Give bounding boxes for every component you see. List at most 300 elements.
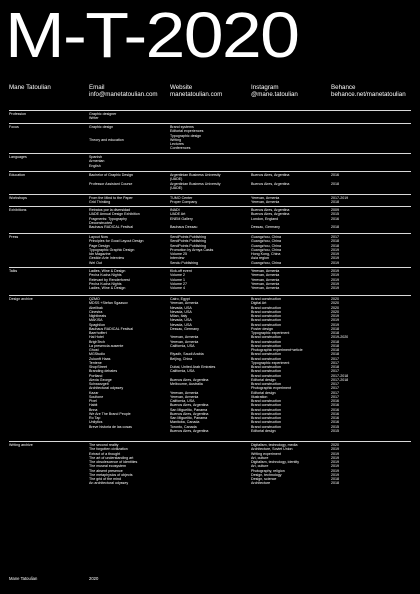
entry-text: 2018 bbox=[331, 225, 339, 229]
entry-text: Alexia George bbox=[89, 377, 112, 382]
section-divider bbox=[9, 153, 411, 154]
entry-text: Schwarzgelt bbox=[89, 382, 109, 386]
entry-text: Buenos Aires, Argentina bbox=[251, 173, 290, 177]
entry-text: Editorial design bbox=[251, 390, 276, 395]
column-c2 bbox=[89, 235, 144, 265]
column-c4 bbox=[251, 196, 279, 205]
entry-text: MAKISA bbox=[89, 318, 103, 323]
entry-text: Guangzhou, China bbox=[251, 247, 281, 252]
entry-text: The art of understanding art bbox=[89, 455, 134, 460]
entry-text: Yerevan, Armenia bbox=[170, 335, 199, 340]
entry-text: Cinestra bbox=[89, 309, 103, 314]
entry-text: Idn Magazine bbox=[89, 252, 111, 256]
entry-text: Nevada, USA bbox=[170, 322, 192, 327]
entry-text: Ladies, Wine & Design bbox=[89, 269, 126, 273]
entry-text: Spanish bbox=[89, 155, 102, 159]
entry-text: 2016 bbox=[331, 420, 339, 425]
entry-text: Photographic experiment bbox=[251, 386, 291, 391]
entry-text: Digitalism, technology, identity bbox=[251, 460, 300, 464]
entry-text: San Miguelito, Panama bbox=[170, 407, 208, 412]
entry-text: Dubai, United Arab Emirates bbox=[170, 365, 216, 369]
column-c3 bbox=[170, 269, 192, 290]
entry-text: Nevada, USA bbox=[170, 305, 192, 310]
entry-text: Brand construction bbox=[251, 305, 281, 310]
entry-text: 2020 bbox=[331, 301, 339, 306]
contact-website: Website manetatoulian.com bbox=[170, 84, 223, 98]
entry-text: Volume 1 bbox=[170, 277, 185, 282]
entry-text: Hai Hotel bbox=[89, 335, 104, 340]
entry-text: Brand construction bbox=[251, 369, 281, 374]
contact-behance: Behance behance.net/manetatoulian bbox=[331, 84, 406, 98]
entry-text: Brand construction bbox=[251, 424, 281, 429]
entry-text: Brand construction bbox=[251, 407, 281, 412]
entry-text: 2016 bbox=[331, 411, 339, 416]
column-c4 bbox=[251, 297, 303, 433]
entry-text: Bnna bbox=[89, 407, 98, 412]
entry-text: Graphic designer bbox=[89, 112, 117, 116]
entry-text: Riyadh, Saudi Arabia bbox=[170, 352, 204, 357]
section-label: Education bbox=[9, 173, 25, 177]
column-c5 bbox=[331, 297, 348, 433]
entry-text: 2017-2018 bbox=[331, 373, 349, 378]
entry-text: 2019 bbox=[331, 252, 339, 256]
entry-text: Extract of a thought bbox=[89, 451, 121, 456]
entry-text: Theory and education bbox=[89, 137, 124, 142]
entry-text: Volume 4 bbox=[170, 286, 185, 290]
entry-text: Dessau, Germany bbox=[170, 326, 199, 331]
entry-text: 2017-2019 bbox=[331, 196, 349, 200]
entry-text: UADE Art bbox=[170, 212, 186, 217]
entry-text: San Miguelito, Panama bbox=[170, 416, 208, 420]
entry-text: The absent presence bbox=[89, 468, 123, 473]
entry-text: Brand construction bbox=[251, 420, 281, 425]
entry-text: Sendu Publishing bbox=[170, 260, 198, 265]
entry-text: Pecha Kucha Nights bbox=[89, 281, 122, 286]
entry-text: The museal ecosystem bbox=[89, 464, 126, 469]
column-c3 bbox=[170, 297, 215, 433]
entry-text: An architectural odyssey bbox=[89, 481, 129, 486]
entry-text: QZMO bbox=[89, 297, 100, 301]
contact-name: Mane Tatoulian bbox=[9, 84, 51, 91]
entry-text: From the Mind to the Paper bbox=[89, 196, 133, 200]
entry-text: Kick-off event bbox=[170, 269, 192, 273]
entry-text: 2018 bbox=[331, 352, 339, 357]
column-c2 bbox=[89, 208, 140, 229]
section-label: Languages bbox=[9, 155, 27, 159]
section-divider bbox=[9, 441, 411, 442]
section-label: Design archive bbox=[9, 297, 33, 301]
section-divider bbox=[9, 194, 411, 195]
entry-text: Brand construction bbox=[251, 335, 281, 340]
entry-text: 2019 bbox=[331, 447, 339, 452]
entry-text: We Are The Brand People bbox=[89, 411, 131, 416]
entry-text: Wel Out bbox=[89, 260, 102, 265]
entry-text: Brand construction bbox=[251, 314, 281, 318]
section-label: Profession bbox=[9, 112, 26, 116]
entry-text: Brand construction bbox=[251, 318, 281, 323]
entry-text: Nevada, USA bbox=[170, 318, 192, 323]
entry-text: California, USA bbox=[170, 399, 195, 403]
footer-name: Mane Tatoulian bbox=[9, 576, 38, 581]
entry-text: Brand construction bbox=[251, 297, 281, 301]
entry-text: Brand construction bbox=[251, 403, 281, 408]
entry-text: Editorial design bbox=[251, 428, 276, 433]
section-divider bbox=[9, 171, 411, 172]
entry-text: Toronto, Canada bbox=[170, 424, 197, 429]
entry-text: Writer bbox=[89, 116, 99, 121]
entry-text: 2018 bbox=[331, 481, 339, 486]
entry-text: Yerevan, Armenia bbox=[170, 394, 199, 399]
entry-text: 2016 bbox=[331, 403, 339, 408]
entry-text: Yerevan, Armenia bbox=[170, 390, 199, 395]
entry-text: Milan, Italy bbox=[170, 314, 188, 318]
entry-text: 2018 bbox=[331, 326, 339, 331]
entry-text: English bbox=[89, 163, 101, 168]
entry-text: Portland bbox=[89, 373, 103, 378]
entry-text: 2019 bbox=[331, 269, 339, 273]
entry-text: Argentinian Business University bbox=[170, 173, 221, 177]
entry-text: Brand construction bbox=[251, 382, 281, 386]
entry-text: 2016 bbox=[331, 399, 339, 403]
section-label: Focus bbox=[9, 125, 19, 129]
entry-text: Brand construction bbox=[251, 352, 281, 357]
entry-text: 2018 bbox=[331, 331, 339, 335]
entry-text: MDSS +Stefan Sgaasov bbox=[89, 301, 128, 306]
section-divider bbox=[9, 110, 411, 111]
entry-text: 2018 bbox=[331, 239, 339, 244]
column-c5 bbox=[331, 443, 339, 486]
entry-text: Typographic Graphic Design bbox=[89, 247, 135, 252]
entry-text: Hong Kong, China bbox=[251, 252, 281, 256]
entry-text: (UADE) bbox=[170, 185, 183, 190]
column-c2 bbox=[89, 297, 133, 429]
entry-text: Cairo, Egypt bbox=[170, 297, 190, 301]
entry-text: Armenian bbox=[89, 159, 105, 164]
entry-text: 2019 bbox=[331, 273, 339, 278]
entry-text: Brand construction bbox=[251, 309, 281, 314]
behance-link[interactable]: behance.net/manetatoulian bbox=[331, 91, 406, 98]
section-divider bbox=[9, 267, 411, 268]
entry-text: Spaghilon bbox=[89, 322, 105, 327]
column-c2 bbox=[89, 173, 133, 186]
entry-text: Design, technology bbox=[251, 472, 282, 477]
entry-text: Habit bbox=[89, 403, 98, 408]
entry-text: 2019 bbox=[331, 472, 339, 477]
entry-text: Pecha Kucha Nights bbox=[89, 273, 122, 278]
column-c2 bbox=[89, 155, 104, 168]
entry-text: ShopStreet bbox=[89, 365, 107, 369]
section-label: Exhibitions bbox=[9, 208, 27, 212]
entry-text: The obsolescence of identities bbox=[89, 460, 138, 464]
entry-text: Graphic design bbox=[89, 125, 114, 129]
entry-text: 2019 bbox=[331, 322, 339, 327]
entry-text: SendPoints Publishing bbox=[170, 235, 206, 239]
entry-text: Digitalism, technology, media bbox=[251, 443, 298, 447]
entry-text: Editorial experiences bbox=[170, 129, 204, 134]
entry-text: Architecture bbox=[251, 481, 271, 486]
entry-text: TUMO Center bbox=[170, 196, 193, 200]
column-c2 bbox=[89, 125, 124, 142]
entry-text: Yerevan, Armenia bbox=[251, 281, 280, 286]
entry-text: Abeilbak bbox=[89, 305, 103, 310]
entry-text: Brand construction bbox=[251, 399, 281, 403]
section-divider bbox=[9, 295, 411, 296]
entry-text: Principles for Good Layout Design bbox=[89, 239, 144, 244]
entry-text: Architecture, Soviet Union bbox=[251, 447, 293, 452]
section-divider bbox=[9, 233, 411, 234]
entry-text: INADI bbox=[170, 208, 180, 212]
entry-text: The second reality bbox=[89, 443, 119, 447]
entry-text: Buenos Aires, Argentina bbox=[170, 428, 209, 433]
entry-text: Relevant by Renderforest bbox=[89, 277, 130, 282]
entry-text: London, England bbox=[251, 216, 279, 221]
entry-text: 2018 bbox=[331, 365, 339, 369]
entry-text: Brand construction bbox=[251, 411, 281, 416]
entry-text: 2015 bbox=[331, 212, 339, 217]
entry-text: Layout Now bbox=[89, 235, 108, 239]
entry-text: Brand construction bbox=[251, 356, 281, 361]
entry-text: Typographic experiment bbox=[251, 360, 290, 365]
entry-text: Lectures bbox=[170, 142, 184, 146]
entry-text: The forgotten civilization bbox=[89, 447, 128, 452]
entry-text: Guangzhou, China bbox=[251, 243, 281, 248]
entry-text: Buenos Aires, Argentina bbox=[251, 212, 290, 217]
entry-text: Photographic experiment+article bbox=[251, 348, 303, 352]
column-c5 bbox=[331, 208, 339, 229]
entry-text: 2017-2018 bbox=[331, 377, 349, 382]
section-label: Workshops bbox=[9, 196, 27, 200]
entry-text: Fragments: Typography bbox=[89, 216, 127, 221]
entry-text: Buenos Aires, Argentina bbox=[170, 411, 209, 416]
entry-text: SendPoints Publishing bbox=[170, 243, 206, 248]
entry-text: Brand construction bbox=[251, 416, 281, 420]
column-c3 bbox=[170, 173, 221, 190]
entry-text: 2015 bbox=[331, 424, 339, 429]
column-c3 bbox=[170, 196, 197, 205]
footer-year: 2020 bbox=[89, 576, 99, 581]
entry-text: 2019 bbox=[331, 318, 339, 323]
section-label: Talks bbox=[9, 269, 18, 273]
entry-text: Soultone bbox=[89, 394, 104, 399]
entry-text: 2017 bbox=[331, 369, 339, 374]
entry-text: Beijing, China bbox=[170, 356, 193, 361]
column-c4 bbox=[251, 269, 279, 290]
entry-text: Brand systems bbox=[170, 125, 194, 129]
website-link[interactable]: manetatoulian.com bbox=[170, 91, 223, 98]
entry-text: 2019-2020 bbox=[331, 335, 349, 340]
entry-text: 2019 bbox=[331, 247, 339, 252]
entry-text: Pixel bbox=[89, 399, 97, 403]
entry-text: UADE Annual Design Exhibition bbox=[89, 212, 140, 217]
entry-text: Dessau, Germany bbox=[251, 225, 280, 229]
entry-text: SendPoints Publishing bbox=[170, 239, 206, 244]
entry-text: Ladies, Wine & Design bbox=[89, 286, 126, 290]
entry-text: 2018 bbox=[331, 243, 339, 248]
column-c5 bbox=[331, 269, 339, 290]
entry-text: 2020 bbox=[331, 443, 339, 447]
entry-text: ENEM Gallery bbox=[170, 216, 193, 221]
entry-text: MGStudio bbox=[89, 352, 105, 357]
entry-text: Brand construction bbox=[251, 343, 281, 348]
entry-text: 2020 bbox=[331, 297, 339, 301]
entry-text: Writing experiment bbox=[251, 451, 281, 456]
entry-text: Yerevan, Armenia bbox=[251, 196, 280, 200]
entry-text: 2020 bbox=[331, 309, 339, 314]
entry-text: Bachelor of Graphic Design bbox=[89, 173, 133, 177]
entry-text: Buenos Aires, Argentina bbox=[170, 403, 209, 408]
entry-text: 2016 bbox=[331, 173, 339, 177]
column-c2 bbox=[89, 196, 133, 205]
entry-text: 2019 bbox=[331, 277, 339, 282]
entry-text: 2017 bbox=[331, 386, 339, 391]
entry-text: Yerevan, Armenia bbox=[251, 269, 280, 273]
column-c4 bbox=[251, 173, 289, 186]
entry-text: 2019 bbox=[331, 460, 339, 464]
entry-text: Asia region bbox=[251, 256, 269, 261]
column-c3 bbox=[170, 208, 197, 229]
entry-text: 2019 bbox=[331, 260, 339, 265]
column-c3 bbox=[170, 235, 213, 265]
entry-text: Gestión Arte Interview bbox=[89, 256, 125, 261]
entry-text: Bauhaus Dessau bbox=[170, 225, 198, 229]
entry-text: Typographic design bbox=[170, 133, 202, 138]
entry-text: Yerevan, Armenia bbox=[251, 273, 280, 278]
entry-text: 2018 bbox=[331, 181, 339, 186]
entry-text: Guangzhou, China bbox=[251, 235, 281, 239]
entry-text: Branding debates bbox=[89, 369, 118, 374]
contact-email: Email info@manetatoulian.com bbox=[89, 84, 158, 98]
entry-text: Unilytics bbox=[89, 420, 103, 425]
entry-text: Bauhaus RADICAL Festival bbox=[89, 225, 134, 229]
section-label: Writing archive bbox=[9, 443, 33, 447]
section-divider bbox=[9, 206, 411, 207]
entry-text: Nevada, USA bbox=[170, 309, 192, 314]
entry-text: Volume 27 bbox=[170, 281, 187, 286]
entry-text: Brand construction bbox=[251, 365, 281, 369]
entry-text: 2019 bbox=[331, 468, 339, 473]
entry-text: Guangzhou, China bbox=[251, 260, 281, 265]
entry-text: Guangzhou, China bbox=[251, 239, 281, 244]
entry-text: California, USA bbox=[170, 369, 195, 374]
instagram-link[interactable]: @mane.tatoulian bbox=[251, 91, 298, 98]
entry-text: Conferences bbox=[170, 146, 191, 151]
entry-text: Nightbeats bbox=[89, 314, 107, 318]
entry-text: Melbourne, Australia bbox=[170, 382, 203, 386]
entry-text: 2017 bbox=[331, 356, 339, 361]
entry-text: 2019 bbox=[331, 451, 339, 456]
contact-instagram: Instagram @mane.tatoulian bbox=[251, 84, 298, 98]
entry-text: Brand construction bbox=[251, 322, 281, 327]
entry-text: The metaphysics of objects bbox=[89, 472, 133, 477]
entry-text: 2017 bbox=[331, 360, 339, 365]
entry-text: Retratos por la diversidad bbox=[89, 208, 130, 212]
column-c4 bbox=[251, 235, 281, 265]
entry-text: Art, culture bbox=[251, 455, 269, 460]
entry-text: Poster design bbox=[251, 326, 273, 331]
column-c3 bbox=[170, 125, 203, 151]
entry-text: Yerevan, Armenia bbox=[170, 301, 199, 306]
entry-text: Interview bbox=[170, 256, 185, 261]
entry-text: 2019 bbox=[331, 256, 339, 261]
entry-text: 2016 bbox=[331, 416, 339, 420]
entry-text: Argentinian Business University bbox=[170, 181, 221, 186]
entry-text: 2017 bbox=[331, 235, 339, 239]
entry-text: Yerevan, Armenia bbox=[251, 277, 280, 282]
entry-text: Zukunft Haas bbox=[89, 356, 111, 361]
column-c4 bbox=[251, 208, 289, 229]
entry-text: 2018 bbox=[331, 339, 339, 344]
entry-text: 2018 bbox=[331, 343, 339, 348]
entry-text: Editorial design bbox=[251, 377, 276, 382]
entry-text: 2019 bbox=[331, 464, 339, 469]
column-c5 bbox=[331, 173, 339, 186]
entry-text: 2019 bbox=[331, 455, 339, 460]
entry-text: 2018 bbox=[331, 200, 339, 205]
entry-text: Yerevan, Armenia bbox=[170, 339, 199, 344]
email-link[interactable]: info@manetatoulian.com bbox=[89, 91, 158, 98]
entry-text: 2019 bbox=[331, 314, 339, 318]
entry-text: 2009 bbox=[331, 208, 339, 212]
entry-text: Art, culture bbox=[251, 464, 269, 469]
entry-text: 2018 bbox=[331, 477, 339, 481]
column-c5 bbox=[331, 196, 348, 205]
entry-text: Manitoba, Canada bbox=[170, 420, 200, 425]
entry-text: 2017 bbox=[331, 394, 339, 399]
column-c2 bbox=[89, 269, 130, 290]
entry-text: Page Design bbox=[89, 243, 110, 248]
entry-text: 2019 bbox=[331, 286, 339, 290]
entry-text: 2016 bbox=[331, 407, 339, 412]
entry-text: Brand construction bbox=[251, 373, 281, 378]
entry-text: Design, science bbox=[251, 477, 277, 481]
entry-text: Grid Thinking bbox=[89, 200, 111, 205]
entry-text: Illustration bbox=[251, 394, 268, 399]
entry-text: Volume 2 bbox=[170, 273, 185, 278]
entry-text: 2018 bbox=[331, 348, 339, 352]
entry-text: Ro Tap bbox=[89, 416, 101, 420]
entry-text: Buenos Aires, Argentina bbox=[251, 208, 290, 212]
entry-text: Architectural odyssey bbox=[89, 386, 124, 391]
entry-text: Tentene bbox=[89, 360, 102, 365]
entry-text: Volume 25 bbox=[170, 252, 187, 256]
entry-text: Writing bbox=[170, 137, 182, 142]
entry-text: Bauhaus RADICAL Festival bbox=[89, 326, 134, 331]
entry-text: Breve historia de las cosas bbox=[89, 424, 132, 429]
entry-text: 2019 bbox=[331, 281, 339, 286]
entry-text: Promotion by Armya Casks bbox=[170, 247, 214, 252]
entry-text: Digital Art bbox=[251, 301, 267, 306]
entry-text: Deconstructed bbox=[89, 220, 113, 225]
entry-text: Baerhoffert bbox=[89, 331, 107, 335]
section-divider bbox=[9, 123, 411, 124]
entry-text: California, USA bbox=[170, 343, 195, 348]
entry-text: 2020 bbox=[331, 305, 339, 310]
page-title: M-T-2020 bbox=[5, 0, 299, 71]
column-c5 bbox=[331, 235, 339, 265]
entry-text: 2017 bbox=[331, 382, 339, 386]
entry-text: BrighTech bbox=[89, 339, 105, 344]
entry-text: Photography, religion bbox=[251, 468, 285, 473]
section-label: Press bbox=[9, 235, 19, 239]
column-c2 bbox=[89, 112, 116, 121]
column-c2 bbox=[89, 443, 137, 486]
entry-text: Ghost bbox=[89, 348, 99, 352]
entry-text: 2015 bbox=[331, 428, 339, 433]
entry-text: La presencia ausente bbox=[89, 343, 124, 348]
entry-text: Typographic experiment bbox=[251, 331, 290, 335]
entry-text: 2017 bbox=[331, 390, 339, 395]
entry-text: Kazar bbox=[89, 390, 99, 395]
